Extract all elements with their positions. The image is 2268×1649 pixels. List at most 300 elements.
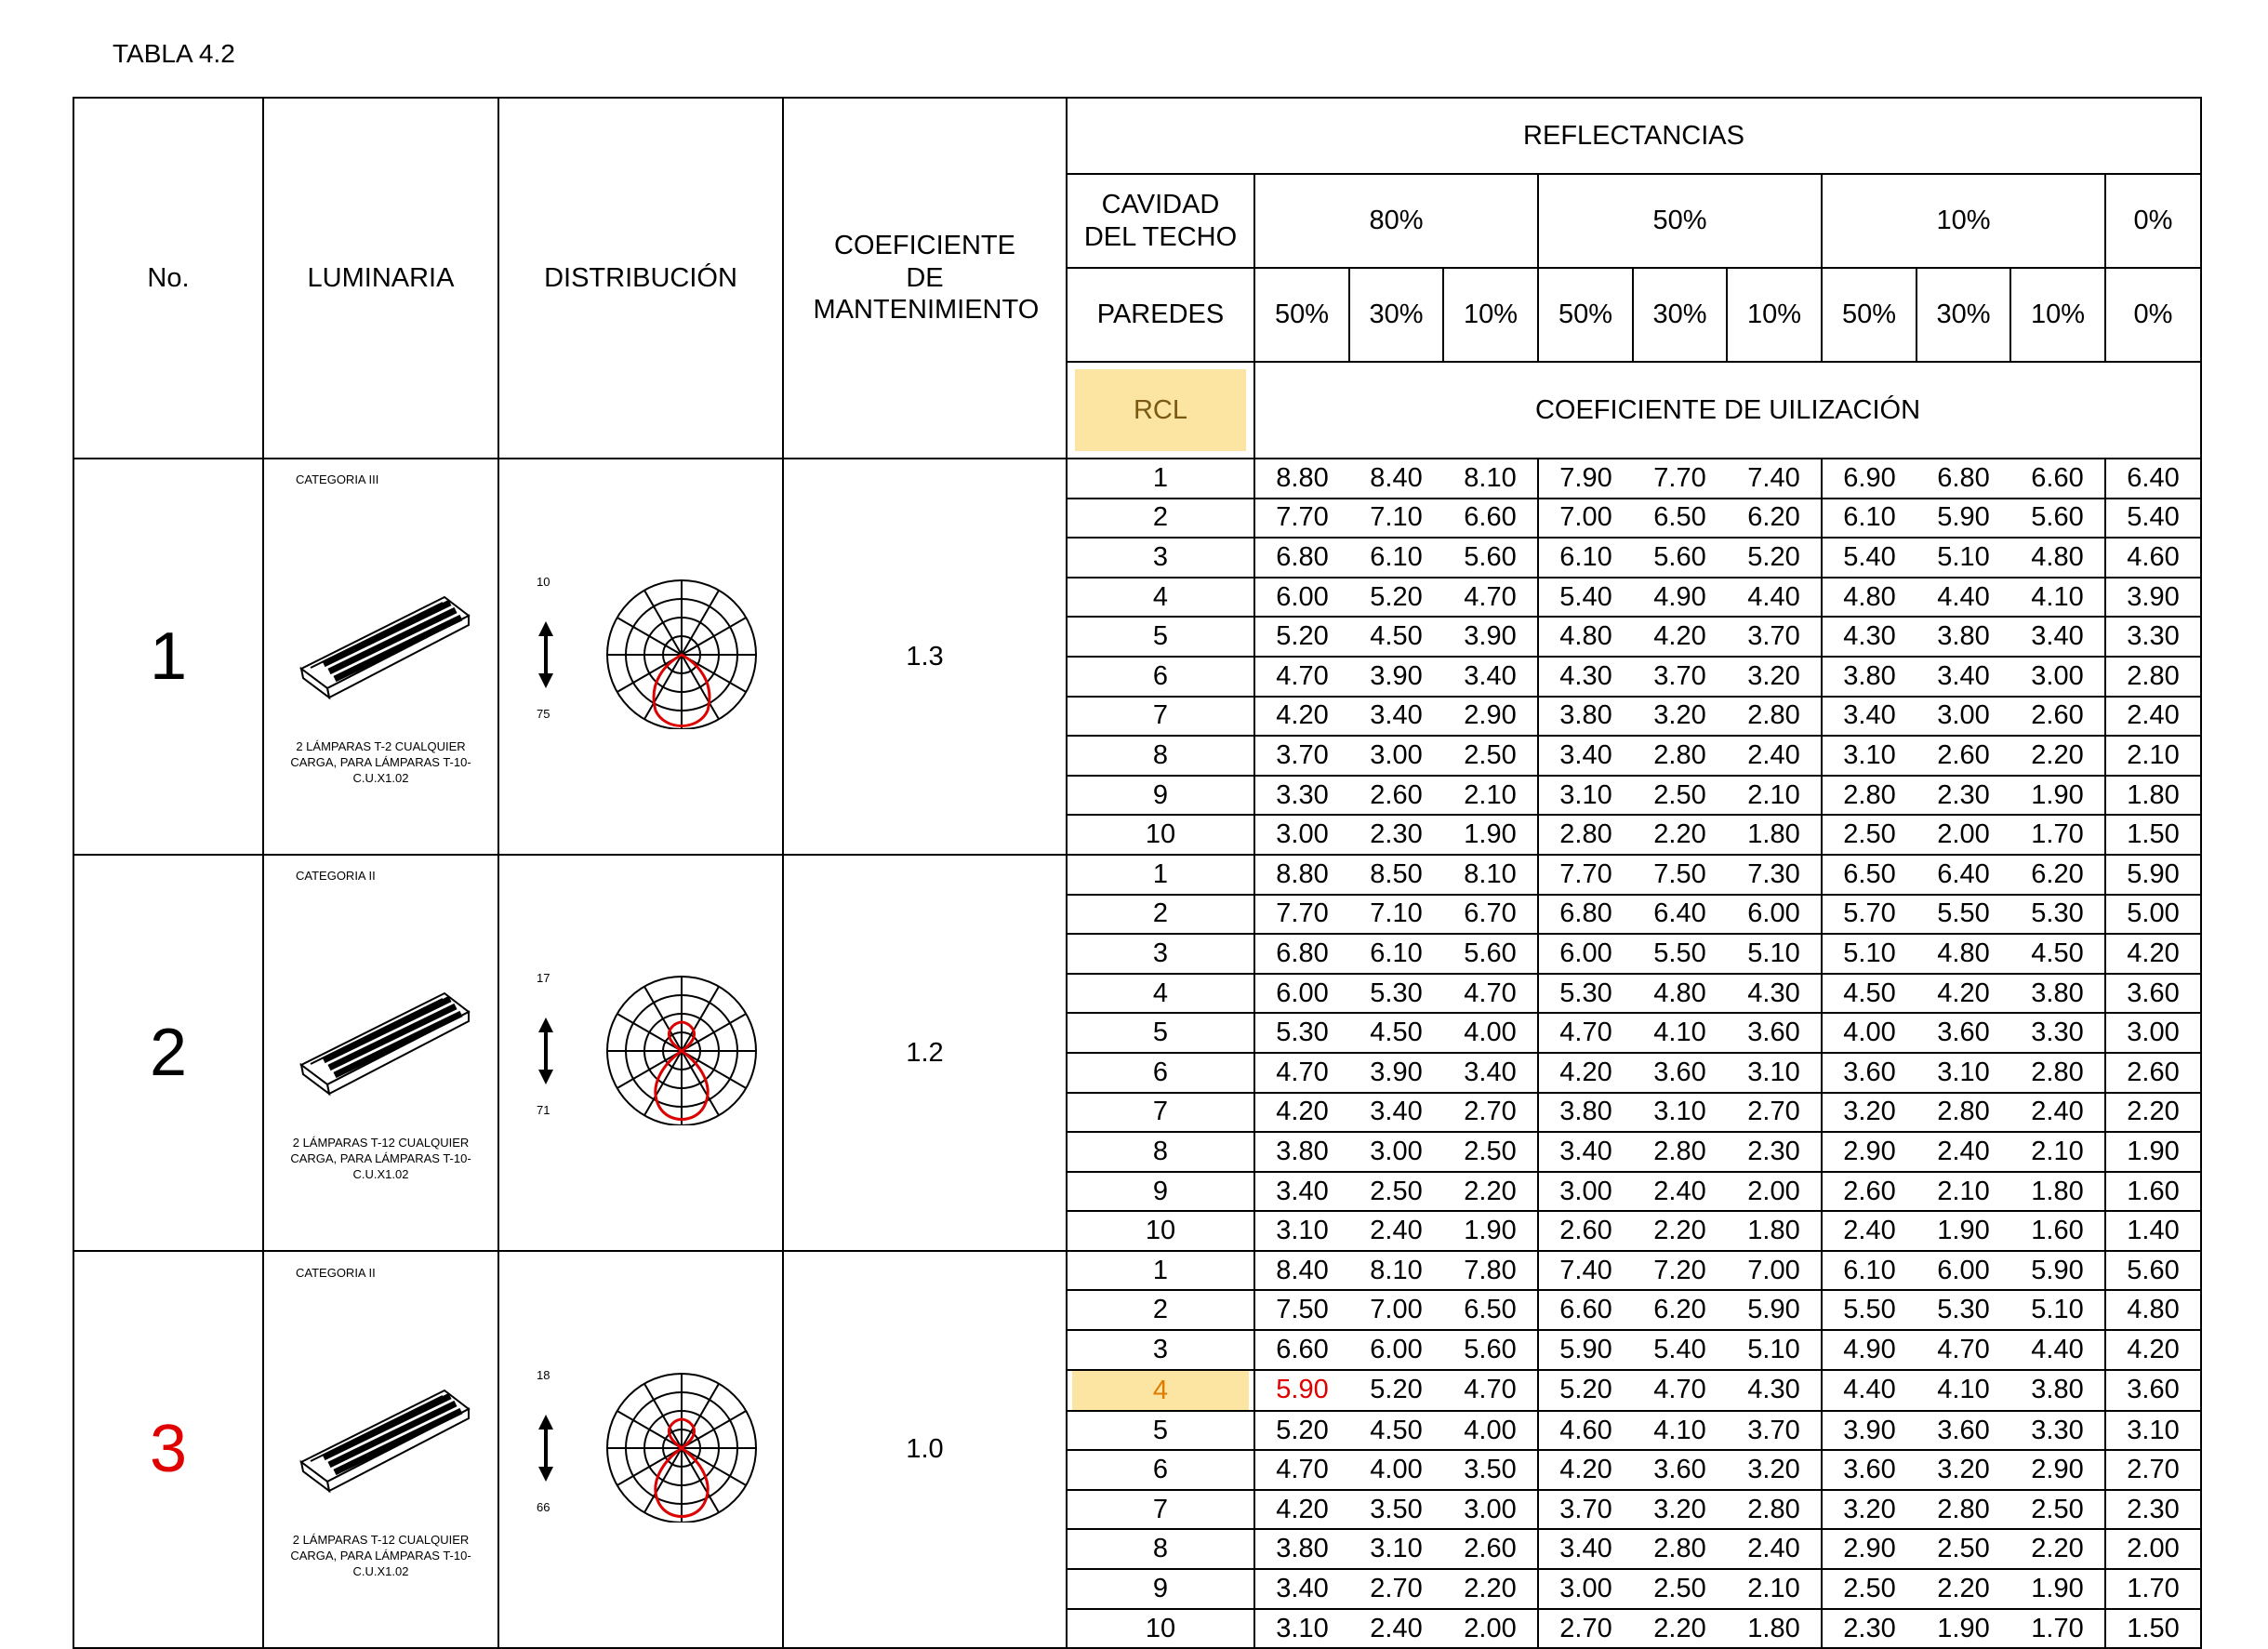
cu-value: 3.70 <box>1633 657 1727 697</box>
rcl-value <box>1067 1211 1254 1251</box>
cu-value: 4.20 <box>1538 1053 1633 1093</box>
cu-value: 1.90 <box>1443 1211 1538 1251</box>
rcl-value-text: 3 <box>1152 1334 1169 1364</box>
cu-value: 3.60 <box>2105 974 2201 1014</box>
cu-value: 7.70 <box>1254 895 1349 935</box>
cu-value: 4.20 <box>1254 697 1349 737</box>
cu-value: 3.20 <box>1822 1093 1917 1133</box>
cu-value: 4.60 <box>1538 1411 1633 1451</box>
cu-value: 5.20 <box>1254 617 1349 657</box>
cu-value: 1.80 <box>1727 1211 1822 1251</box>
cu-value: 6.20 <box>1633 1290 1727 1330</box>
cu-value: 2.80 <box>1727 1490 1822 1530</box>
rcl-value-text: 2 <box>1152 502 1169 533</box>
cu-value: 3.30 <box>1254 776 1349 816</box>
cu-value: 3.40 <box>1538 736 1633 776</box>
table-row <box>73 1251 2201 1291</box>
dist-upward-percent: 10 <box>537 574 550 589</box>
cu-value: 5.20 <box>1727 538 1822 578</box>
cu-value: 2.90 <box>1822 1529 1917 1569</box>
cu-value: 3.40 <box>1254 1172 1349 1212</box>
cu-value: 3.40 <box>1349 1093 1443 1133</box>
rcl-value <box>1067 578 1254 618</box>
cu-value: 3.90 <box>1349 1053 1443 1093</box>
rcl-value-text: 7 <box>1152 1097 1169 1127</box>
cu-value: 3.10 <box>1633 1093 1727 1133</box>
cu-value: 3.80 <box>1254 1529 1349 1569</box>
cu-value: 3.00 <box>1538 1569 1633 1609</box>
cu-value: 3.60 <box>1917 1013 2010 1053</box>
cu-value: 6.20 <box>2010 855 2105 895</box>
cu-value: 5.50 <box>1822 1290 1917 1330</box>
cu-value: 2.70 <box>2105 1450 2201 1490</box>
cu-value: 6.10 <box>1822 499 1917 539</box>
header-coef-mantenimiento <box>783 98 1067 459</box>
rcl-value <box>1067 895 1254 935</box>
cu-value: 5.60 <box>2010 499 2105 539</box>
cu-value: 1.50 <box>2105 815 2201 855</box>
cu-value: 7.50 <box>1633 855 1727 895</box>
cu-value: 8.10 <box>1349 1251 1443 1291</box>
coef-mantenimiento-value: 1.2 <box>783 855 1067 1251</box>
cu-value: 3.70 <box>1538 1490 1633 1530</box>
cu-value: 5.20 <box>1349 578 1443 618</box>
cu-value: 8.50 <box>1349 855 1443 895</box>
header-reflectancias: REFLECTANCIAS <box>1067 98 2201 174</box>
cu-value: 6.20 <box>1727 499 1822 539</box>
cu-value: 6.00 <box>1349 1330 1443 1370</box>
cu-value: 2.20 <box>1633 815 1727 855</box>
header-techo-50: 50% <box>1538 174 1822 268</box>
rcl-value-text: 3 <box>1152 542 1169 573</box>
cu-value: 4.40 <box>1727 578 1822 618</box>
cu-value: 3.30 <box>2105 617 2201 657</box>
cu-value: 3.70 <box>1727 617 1822 657</box>
rcl-value <box>1067 1450 1254 1490</box>
rcl-value-text: 8 <box>1152 1136 1169 1166</box>
rcl-value-text: 8 <box>1152 740 1169 771</box>
header-pared-2: 10% <box>1443 268 1538 362</box>
cu-value: 3.90 <box>1349 657 1443 697</box>
cu-value: 4.30 <box>1538 657 1633 697</box>
cu-value: 4.70 <box>1633 1370 1727 1411</box>
cu-value: 2.30 <box>2105 1490 2201 1530</box>
rcl-label: RCL <box>1075 369 1246 451</box>
cu-value: 4.30 <box>1727 1370 1822 1411</box>
cu-value: 4.70 <box>1443 1370 1538 1411</box>
cu-value: 2.70 <box>1349 1569 1443 1609</box>
table-row <box>73 459 2201 499</box>
rcl-value <box>1067 697 1254 737</box>
rcl-value <box>1067 1370 1254 1411</box>
cu-value: 6.80 <box>1254 934 1349 974</box>
cu-value: 2.00 <box>1727 1172 1822 1212</box>
cu-value: 7.00 <box>1538 499 1633 539</box>
cu-value: 2.50 <box>1443 1132 1538 1172</box>
rcl-value <box>1067 974 1254 1014</box>
cu-value: 3.80 <box>1538 1093 1633 1133</box>
cu-value: 3.00 <box>1443 1490 1538 1530</box>
cu-value: 3.40 <box>1349 697 1443 737</box>
distribution-figure <box>525 967 758 1134</box>
header-cavidad-text: CAVIDAD DEL TECHO <box>1083 189 1238 252</box>
rcl-value-text: 9 <box>1152 1573 1169 1603</box>
cu-value: 2.40 <box>1727 1529 1822 1569</box>
rcl-value <box>1067 1609 1254 1649</box>
cu-value: 1.70 <box>2010 815 2105 855</box>
rcl-value <box>1067 617 1254 657</box>
cu-value: 1.60 <box>2010 1211 2105 1251</box>
cu-value: 4.20 <box>1633 617 1727 657</box>
rcl-value <box>1067 736 1254 776</box>
cu-value: 2.70 <box>1538 1609 1633 1649</box>
cu-value: 3.10 <box>1538 776 1633 816</box>
cu-value: 3.00 <box>2010 657 2105 697</box>
distribution-icon <box>525 571 758 729</box>
rcl-value <box>1067 1529 1254 1569</box>
cu-value: 5.20 <box>1349 1370 1443 1411</box>
rcl-value <box>1067 1411 1254 1451</box>
cu-value: 3.50 <box>1349 1490 1443 1530</box>
cu-value: 5.20 <box>1254 1411 1349 1451</box>
cu-value: 5.40 <box>1538 578 1633 618</box>
cu-value: 3.80 <box>2010 1370 2105 1411</box>
cu-value: 5.50 <box>1633 934 1727 974</box>
cu-value: 4.10 <box>2010 578 2105 618</box>
cu-value: 7.70 <box>1254 499 1349 539</box>
cu-value: 1.90 <box>1917 1211 2010 1251</box>
rcl-value <box>1067 1013 1254 1053</box>
header-pared-8: 10% <box>2010 268 2105 362</box>
cu-value: 3.60 <box>2105 1370 2201 1411</box>
rcl-value-text: 9 <box>1152 779 1169 810</box>
cu-value: 4.50 <box>1349 1013 1443 1053</box>
header-paredes: PAREDES <box>1067 268 1254 362</box>
cu-value: 4.00 <box>1349 1450 1443 1490</box>
cu-value: 7.40 <box>1538 1251 1633 1291</box>
cu-value: 6.00 <box>1254 578 1349 618</box>
cu-value: 3.10 <box>1727 1053 1822 1093</box>
header-no: No. <box>73 98 263 459</box>
cu-value: 2.40 <box>1633 1172 1727 1212</box>
cu-value: 3.10 <box>1822 736 1917 776</box>
table-row <box>73 855 2201 895</box>
rcl-value <box>1067 499 1254 539</box>
header-rcl <box>1067 362 1254 459</box>
cu-value: 3.80 <box>1254 1132 1349 1172</box>
cu-value: 2.80 <box>1633 1529 1727 1569</box>
cu-value: 4.50 <box>1822 974 1917 1014</box>
cu-value: 4.70 <box>1254 1053 1349 1093</box>
cu-value: 6.80 <box>1538 895 1633 935</box>
cu-value: 5.40 <box>2105 499 2201 539</box>
cu-value: 2.80 <box>1633 736 1727 776</box>
luminaria-description: 2 LÁMPARAS T-12 CUALQUIER CARGA, PARA LÁMPARAS T-10-C.U.X1.02 <box>290 1136 471 1182</box>
cu-value: 6.80 <box>1917 459 2010 499</box>
cu-value: 3.10 <box>2105 1411 2201 1451</box>
cu-value: 3.20 <box>1633 697 1727 737</box>
cu-value: 4.20 <box>1917 974 2010 1014</box>
luminaire-icon <box>296 571 478 711</box>
cu-value: 4.80 <box>2105 1290 2201 1330</box>
cu-value: 2.20 <box>1633 1211 1727 1251</box>
cu-value: 5.30 <box>2010 895 2105 935</box>
luminaria-description: 2 LÁMPARAS T-2 CUALQUIER CARGA, PARA LÁMPARAS T-10-C.U.X1.02 <box>290 739 471 786</box>
cu-value: 1.90 <box>1917 1609 2010 1649</box>
header-luminaria: LUMINARIA <box>263 98 498 459</box>
cu-value: 4.50 <box>1349 617 1443 657</box>
cu-value: 5.60 <box>1443 934 1538 974</box>
rcl-value <box>1067 1251 1254 1291</box>
cu-value: 6.00 <box>1538 934 1633 974</box>
rcl-value <box>1067 1053 1254 1093</box>
cu-value: 1.60 <box>2105 1172 2201 1212</box>
cu-value: 7.30 <box>1727 855 1822 895</box>
cu-value: 2.40 <box>2105 697 2201 737</box>
cu-value: 4.00 <box>1822 1013 1917 1053</box>
cu-value: 6.10 <box>1538 538 1633 578</box>
dist-downward-percent: 66 <box>537 1499 550 1514</box>
rcl-value-text: 2 <box>1152 1295 1169 1325</box>
cu-value: 6.50 <box>1822 855 1917 895</box>
cu-value: 3.40 <box>1443 1053 1538 1093</box>
rcl-value <box>1067 1132 1254 1172</box>
cu-value: 4.40 <box>1822 1370 1917 1411</box>
header-pared-3: 50% <box>1538 268 1633 362</box>
luminaria-cell <box>263 855 498 1251</box>
cu-value: 8.80 <box>1254 855 1349 895</box>
cu-value: 2.60 <box>1443 1529 1538 1569</box>
categoria-label: CATEGORIA III <box>296 472 379 486</box>
cu-value: 5.10 <box>1727 1330 1822 1370</box>
cu-value: 3.80 <box>1822 657 1917 697</box>
cu-value: 3.80 <box>2010 974 2105 1014</box>
cu-value: 3.60 <box>1822 1053 1917 1093</box>
cu-value: 4.40 <box>2010 1330 2105 1370</box>
cu-value: 4.80 <box>1633 974 1727 1014</box>
header-techo-80: 80% <box>1254 174 1538 268</box>
rcl-value-text: 6 <box>1152 1455 1169 1485</box>
header-pared-0: 50% <box>1254 268 1349 362</box>
cu-value: 3.60 <box>1633 1450 1727 1490</box>
rcl-value-text: 4 <box>1072 1371 1249 1410</box>
distribucion-cell <box>498 1251 783 1648</box>
cu-value: 4.30 <box>1822 617 1917 657</box>
rcl-value <box>1067 1330 1254 1370</box>
cu-value: 2.50 <box>2010 1490 2105 1530</box>
cu-value: 2.40 <box>2010 1093 2105 1133</box>
luminaire-figure <box>296 571 478 719</box>
cu-value: 3.80 <box>1538 697 1633 737</box>
cu-value: 3.90 <box>1443 617 1538 657</box>
cu-value: 5.60 <box>2105 1251 2201 1291</box>
cu-value: 6.40 <box>1917 855 2010 895</box>
rcl-value <box>1067 776 1254 816</box>
rcl-value <box>1067 855 1254 895</box>
cu-value: 3.00 <box>1538 1172 1633 1212</box>
cu-value: 5.10 <box>2010 1290 2105 1330</box>
cu-value: 3.40 <box>1443 657 1538 697</box>
cu-value: 3.60 <box>1917 1411 2010 1451</box>
header-pared-1: 30% <box>1349 268 1443 362</box>
rcl-value <box>1067 1490 1254 1530</box>
cu-value: 4.70 <box>1443 974 1538 1014</box>
luminaria-number <box>73 1251 263 1648</box>
cu-value: 3.30 <box>2010 1411 2105 1451</box>
cu-value: 4.10 <box>1917 1370 2010 1411</box>
rcl-value <box>1067 815 1254 855</box>
rcl-value <box>1067 934 1254 974</box>
luminaria-wrap <box>264 1262 497 1638</box>
cu-value: 7.20 <box>1633 1251 1727 1291</box>
cu-value: 4.70 <box>1917 1330 2010 1370</box>
rcl-value-text: 5 <box>1152 1415 1169 1445</box>
cu-value: 2.20 <box>2010 1529 2105 1569</box>
distribution-figure <box>525 571 758 738</box>
cu-value: 1.90 <box>2010 776 2105 816</box>
categoria-label: CATEGORIA II <box>296 868 376 883</box>
cu-value: 6.00 <box>1254 974 1349 1014</box>
cu-value: 2.20 <box>1443 1569 1538 1609</box>
rcl-value-text: 5 <box>1152 621 1169 652</box>
luminaria-number-text: 3 <box>149 1412 188 1487</box>
cu-value: 3.00 <box>1254 815 1349 855</box>
cu-value: 3.80 <box>1917 617 2010 657</box>
coefficient-table <box>73 97 2202 1649</box>
cu-value: 2.00 <box>1443 1609 1538 1649</box>
header-techo-10: 10% <box>1822 174 2105 268</box>
cu-value: 6.00 <box>1917 1251 2010 1291</box>
distribucion-wrap <box>499 469 782 844</box>
cu-value: 2.40 <box>1349 1211 1443 1251</box>
cu-value: 4.40 <box>1917 578 2010 618</box>
cu-value: 5.90 <box>1254 1370 1349 1411</box>
cu-value: 3.90 <box>2105 578 2201 618</box>
cu-value: 2.60 <box>2010 697 2105 737</box>
cu-value: 3.20 <box>1727 1450 1822 1490</box>
cu-value: 4.60 <box>2105 538 2201 578</box>
distribution-figure <box>525 1364 758 1531</box>
cu-value: 3.10 <box>1254 1211 1349 1251</box>
cu-value: 7.50 <box>1254 1290 1349 1330</box>
cu-value: 5.30 <box>1917 1290 2010 1330</box>
cu-value: 2.40 <box>1349 1609 1443 1649</box>
cu-value: 4.80 <box>1822 578 1917 618</box>
header-pared-6: 50% <box>1822 268 1917 362</box>
cu-value: 3.20 <box>1727 657 1822 697</box>
coef-mantenimiento-value: 1.0 <box>783 1251 1067 1648</box>
cu-value: 4.70 <box>1443 578 1538 618</box>
cu-value: 3.50 <box>1443 1450 1538 1490</box>
cu-value: 1.90 <box>1443 815 1538 855</box>
cu-value: 6.00 <box>1727 895 1822 935</box>
cu-value: 2.00 <box>1917 815 2010 855</box>
cu-value: 3.20 <box>1822 1490 1917 1530</box>
cu-value: 2.30 <box>1822 1609 1917 1649</box>
cu-value: 2.30 <box>1917 776 2010 816</box>
cu-value: 2.60 <box>1917 736 2010 776</box>
cu-value: 5.30 <box>1538 974 1633 1014</box>
cu-value: 5.10 <box>1727 934 1822 974</box>
cu-value: 2.20 <box>1917 1569 2010 1609</box>
cu-value: 3.00 <box>1917 697 2010 737</box>
cu-value: 7.70 <box>1633 459 1727 499</box>
cu-value: 2.60 <box>2105 1053 2201 1093</box>
cu-value: 1.80 <box>2105 776 2201 816</box>
cu-value: 1.70 <box>2010 1609 2105 1649</box>
cu-value: 5.10 <box>1822 934 1917 974</box>
rcl-value-text: 7 <box>1152 1494 1169 1524</box>
cu-value: 1.70 <box>2105 1569 2201 1609</box>
rcl-value-text: 6 <box>1152 660 1169 691</box>
cu-value: 2.40 <box>1727 736 1822 776</box>
rcl-value-text: 8 <box>1152 1534 1169 1564</box>
header-pared-4: 30% <box>1633 268 1727 362</box>
rcl-value-text: 9 <box>1152 1176 1169 1206</box>
dist-downward-percent: 71 <box>537 1102 550 1117</box>
cu-value: 2.70 <box>1727 1093 1822 1133</box>
cu-value: 4.80 <box>2010 538 2105 578</box>
luminaria-cell <box>263 1251 498 1648</box>
cu-value: 6.60 <box>1538 1290 1633 1330</box>
header-pared-9: 0% <box>2105 268 2201 362</box>
cu-value: 6.80 <box>1254 538 1349 578</box>
cu-value: 6.40 <box>2105 459 2201 499</box>
cu-value: 7.00 <box>1349 1290 1443 1330</box>
cu-value: 6.10 <box>1349 934 1443 974</box>
cu-value: 2.90 <box>2010 1450 2105 1490</box>
cu-value: 8.10 <box>1443 459 1538 499</box>
cu-value: 2.30 <box>1349 815 1443 855</box>
cu-value: 2.80 <box>1917 1490 2010 1530</box>
rcl-value-text: 6 <box>1152 1057 1169 1087</box>
cu-value: 3.70 <box>1254 736 1349 776</box>
cu-value: 3.40 <box>1254 1569 1349 1609</box>
header-coef-mantenimiento-text: COEFICIENTE DE MANTENIMIENTO <box>813 230 1040 326</box>
cu-value: 5.00 <box>2105 895 2201 935</box>
cu-value: 7.10 <box>1349 895 1443 935</box>
rcl-value-text: 10 <box>1145 1613 1176 1643</box>
distribucion-wrap <box>499 1262 782 1638</box>
cu-value: 4.10 <box>1633 1013 1727 1053</box>
cu-value: 3.10 <box>1917 1053 2010 1093</box>
cu-value: 8.40 <box>1254 1251 1349 1291</box>
cu-value: 5.60 <box>1633 538 1727 578</box>
rcl-value-text: 10 <box>1145 1216 1176 1246</box>
cu-value: 2.50 <box>1917 1529 2010 1569</box>
cu-value: 2.80 <box>2010 1053 2105 1093</box>
cu-value: 3.40 <box>1538 1132 1633 1172</box>
cu-value: 2.70 <box>1443 1093 1538 1133</box>
cu-value: 4.20 <box>2105 1330 2201 1370</box>
cu-value: 2.10 <box>1727 776 1822 816</box>
rcl-value <box>1067 1290 1254 1330</box>
cu-value: 4.80 <box>1538 617 1633 657</box>
cu-value: 5.70 <box>1822 895 1917 935</box>
cu-value: 4.90 <box>1633 578 1727 618</box>
rcl-value-text: 3 <box>1152 938 1169 969</box>
cu-value: 3.10 <box>1349 1529 1443 1569</box>
cu-value: 6.60 <box>1443 499 1538 539</box>
dist-upward-percent: 18 <box>537 1367 550 1382</box>
cu-value: 2.50 <box>1349 1172 1443 1212</box>
cu-value: 2.50 <box>1822 1569 1917 1609</box>
luminaria-wrap <box>264 865 497 1241</box>
cu-value: 3.40 <box>2010 617 2105 657</box>
distribucion-cell <box>498 855 783 1251</box>
luminaria-wrap <box>264 469 497 844</box>
cu-value: 3.40 <box>1822 697 1917 737</box>
